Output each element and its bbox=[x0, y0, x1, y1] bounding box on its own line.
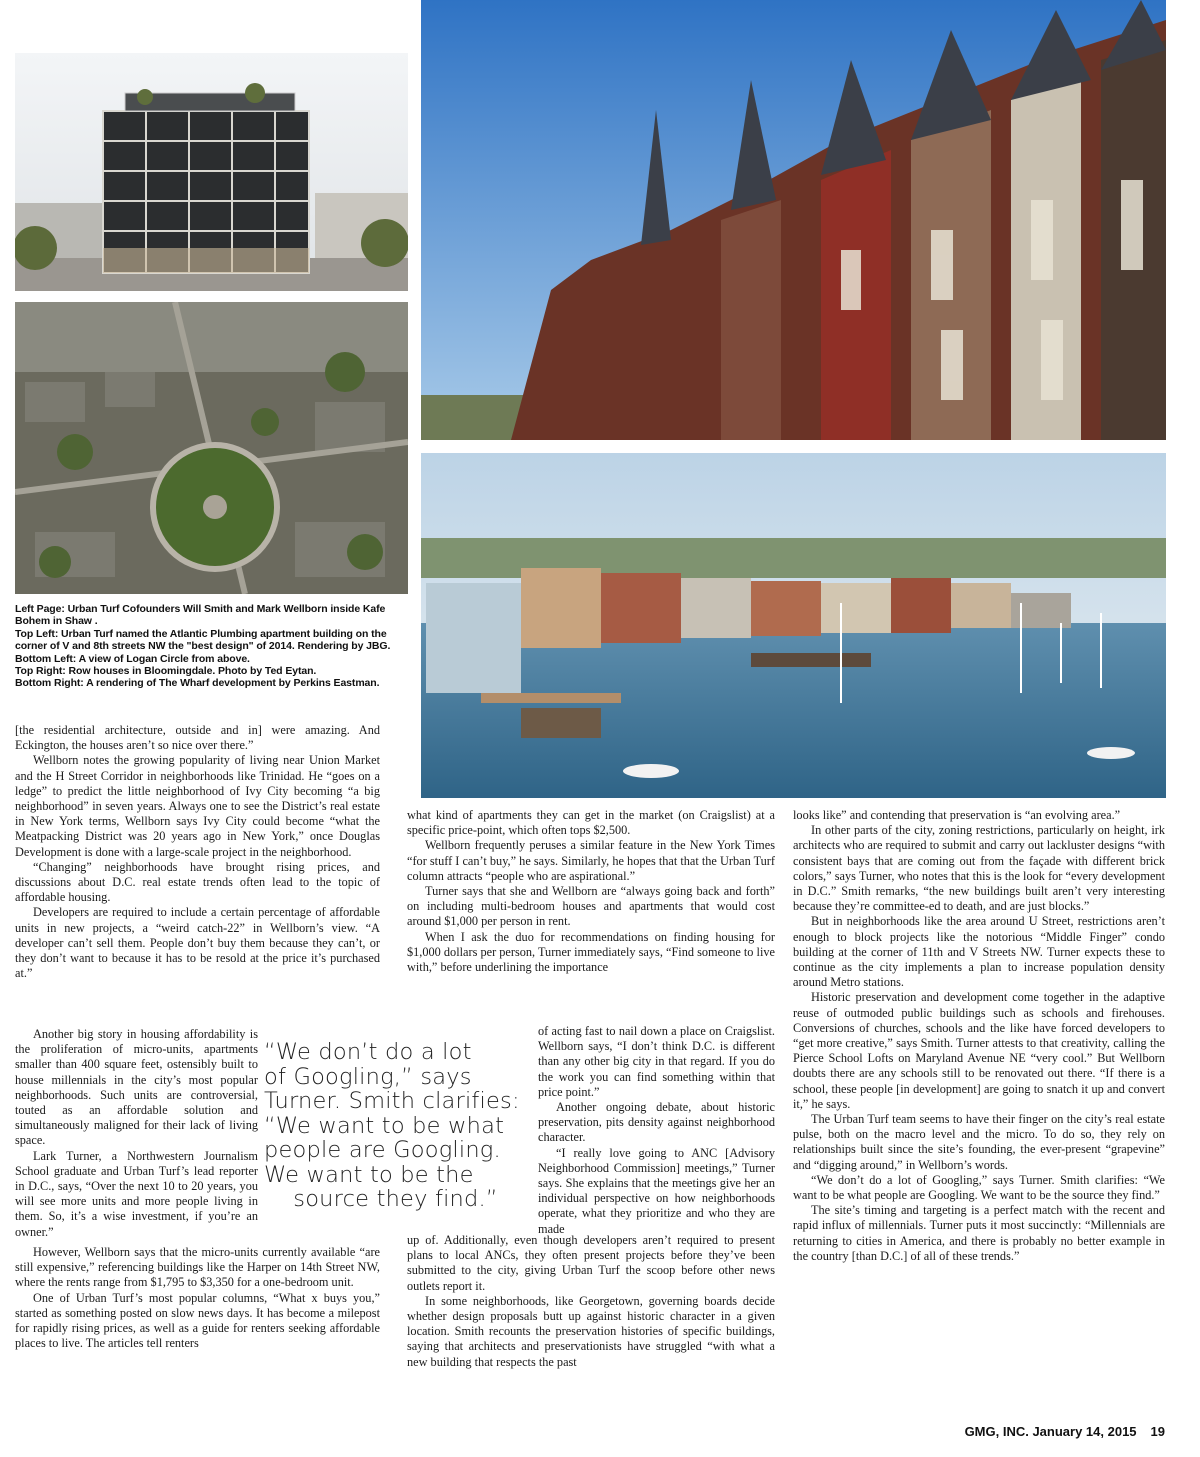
paragraph: Lark Turner, a Northwestern Journalism School graduate and Urban Turf’s lead reporter in D.C., says, “Over the next 10 to 20 years, you will see more units and more people living in them. So, it’s a wise investment, if you’re an owner.” bbox=[15, 1148, 258, 1239]
page-footer bbox=[965, 1424, 1165, 1439]
paragraph: looks like” and contending that preservation is “an evolving area.” bbox=[793, 808, 1121, 822]
paragraph: “I really love going to ANC [Advisory Neighborhood Commission] meetings,” Turner says. She explains that the meetings give her an individual perspective on how neighborhoods operate, what they prioritize and who they are made bbox=[538, 1145, 775, 1236]
pull-quote-line: Turner. Smith clarifies: bbox=[264, 1088, 520, 1114]
paragraph: Developers are required to include a certain percentage of affordable units in new projects, a “weird catch-22” in Wellborn’s view. “A developer can’t sell them. People don’t buy them because they can’t, or they don’t want to because it has to be resold at the price it’s purchased at.” bbox=[15, 905, 380, 981]
publisher-date: GMG, INC. January 14, 2015 bbox=[964, 1424, 1137, 1439]
paragraph: Wellborn notes the growing popularity of living near Union Market and the H Street Corridor in neighborhoods like Trinidad. He “goes on a ledge” to predict the little neighborhood of Ivy City becoming “a big neighborhood” in seven years. Always one to see the District’s real estate in New York terms, Wellborn says Ivy City could become “what the Meatpacking District was 20 years ago in New York,” once Douglas Development is done with a large-scale project in the neighborhood. bbox=[15, 753, 380, 859]
photo-row-houses bbox=[421, 0, 1166, 440]
paragraph: But in neighborhoods like the area around U Street, restrictions aren’t enough to block projects like the notorious “Middle Finger” condo building at the corner of 11th and V Streets NW. Turner expects these to continue as the city implements a plan to increase population density around Metro stations. bbox=[793, 914, 1165, 990]
paragraph: [the residential architecture, outside and in] were amazing. And Eckington, the houses aren’t so nice over there.” bbox=[15, 723, 380, 753]
paragraph: Turner says that she and Wellborn are “always going back and forth” on including multi-bedroom houses and apartments that would cost around $1,000 per person in rent. bbox=[407, 884, 775, 929]
paragraph: “We don’t do a lot of Googling,” says Turner. Smith clarifies: “We want to be what people are Googling. We want to be the source they find.” bbox=[793, 1172, 1165, 1203]
photo-wharf-rendering bbox=[421, 453, 1166, 798]
paragraph: Wellborn frequently peruses a similar feature in the New York Times “for stuff I can’t buy,” he says. Similarly, he hopes that that the Urban Turf column attracts “people who are aspirational.” bbox=[407, 838, 775, 883]
paragraph: Another big story in housing affordability is the proliferation of micro-units, apartments smaller than 400 square feet, ostensibly built to house millennials in the city’s most popular neighborhoods. Such units are controversial, touted as an affordable solution and simultaneously maligned for their lack of living space. bbox=[15, 1027, 258, 1148]
article-column-2-lower bbox=[407, 1233, 775, 1370]
caption-line: Top Left: Urban Turf named the Atlantic Plumbing apartment building on the corner of V and 8th streets NW the "best design" of 2014. Rendering by JBG. bbox=[15, 627, 391, 653]
photo-building-rendering bbox=[15, 53, 408, 291]
caption-line: Left Page: Urban Turf Cofounders Will Smith and Mark Wellborn inside Kafe Bohem in Shaw . bbox=[15, 603, 386, 628]
pull-quote bbox=[264, 1040, 527, 1212]
paragraph: The site’s timing and targeting is a perfect match with the recent and rapid influx of millennials. Turner puts it most succinctly: “Millennials are returning to cities in America, and there is probably no better example in the country [than D.C.] of all of these trends.” bbox=[793, 1203, 1165, 1263]
pull-quote-line: source they find.” bbox=[293, 1186, 498, 1212]
article-column-1-lower bbox=[15, 1245, 380, 1351]
caption-line: Bottom Left: A view of Logan Circle from above. bbox=[15, 652, 250, 665]
pull-quote-line: people are Googling. bbox=[264, 1137, 501, 1163]
paragraph: “Changing” neighborhoods have brought rising prices, and discussions about D.C. real estate trends often lead to the topic of affordable housing. bbox=[15, 859, 380, 905]
article-column-2-narrow bbox=[538, 1024, 775, 1237]
article-column-2 bbox=[407, 808, 775, 975]
article-column-3 bbox=[793, 808, 1165, 1264]
photo-caption bbox=[15, 603, 410, 690]
paragraph: One of Urban Turf’s most popular columns, “What x buys you,” started as something posted on slow news days. It has become a milepost for rapidly rising prices, as well as a guide for renters seeking affordable places to live. The articles tell renters bbox=[15, 1290, 380, 1351]
caption-line: Top Right: Row houses in Bloomingdale. Photo by Ted Eytan. bbox=[15, 665, 317, 678]
paragraph: up of. Additionally, even though developers aren’t required to present plans to local ANCs, they often present projects before they’ve been submitted to the city, giving Urban Turf the scoop before other news outlets report it. bbox=[407, 1233, 775, 1293]
paragraph: Another ongoing debate, about historic preservation, pits density against neighborhood character. bbox=[538, 1100, 775, 1145]
paragraph: When I ask the duo for recommendations on finding housing for $1,000 dollars per person, Turner immediately says, “Find someone to live with,” before underlining the importance bbox=[407, 929, 775, 975]
paragraph: of acting fast to nail down a place on Craigslist. Wellborn says, “I don’t think D.C. is different than any other big city in that regard. If you do the work you can find something within that price point.” bbox=[538, 1024, 775, 1099]
article-column-1 bbox=[15, 723, 380, 981]
paragraph: The Urban Turf team seems to have their finger on the city’s real estate pulse, both on the macro level and the micro. To do so, they rely on relationships built since the site’s founding, the ever-present “grapevine” and “digging around,” in Wellborn’s words. bbox=[793, 1112, 1165, 1172]
pull-quote-line: We want to be the bbox=[264, 1161, 474, 1188]
page-number: 19 bbox=[1150, 1424, 1165, 1439]
pull-quote-line: “We want to be what bbox=[264, 1112, 505, 1139]
pull-quote-line: “We don’t do a lot bbox=[264, 1039, 472, 1065]
photo-logan-circle-aerial bbox=[15, 302, 408, 594]
pull-quote-line: of Googling,” says bbox=[264, 1063, 472, 1090]
article-column-1-narrow bbox=[15, 1027, 258, 1240]
paragraph: Historic preservation and development come together in the adaptive reuse of outmoded public buildings such as schools and firehouses. Conversions of churches, schools and the like have forced developers to “get more creative,” says Smith. Turner attests to that creativity, calling the Pierce School Lofts on Maryland Avenue NE “very cool.” But Wellborn doubts there are any schools still to be renovated out there. “If there is a school, these people [in development] are going to snatch it up and convert it,” he says. bbox=[793, 990, 1165, 1111]
caption-line: Bottom Right: A rendering of The Wharf development by Perkins Eastman. bbox=[15, 677, 380, 690]
paragraph: However, Wellborn says that the micro-units currently available “are still expensive,” referencing buildings like the Harper on 14th Street NW, where the rents range from $1,795 to $3,350 for a one-bedroom unit. bbox=[15, 1245, 380, 1290]
paragraph: what kind of apartments they can get in the market (on Craigslist) at a specific price-point, which often tops $2,500. bbox=[407, 808, 775, 838]
paragraph: In some neighborhoods, like Georgetown, governing boards decide whether design proposals butt up against historic character in a given location. Smith recounts the preservation histories of specific buildings, saying that architects and preservationists have struggled “with what a new building that respects the past bbox=[407, 1293, 775, 1369]
paragraph: In other parts of the city, zoning restrictions, particularly on height, irk architects who are required to submit and carry out lackluster designs “with consistent bays that are coming out from the façade with different brick colors,” says Turner, who notes that this is the look for “every development in D.C.” Smith remarks, “the new buildings built aren’t very interesting because they’re committee-ed to death, and are just blocks.” bbox=[793, 823, 1165, 914]
